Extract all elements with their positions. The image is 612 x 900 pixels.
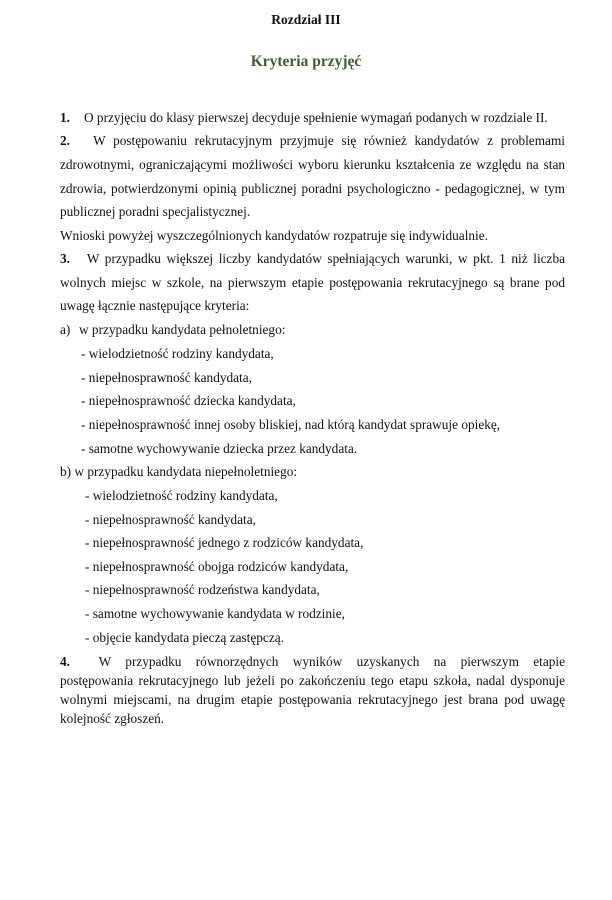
criterion-a-4: - niepełnosprawność innej osoby bliskiej, nad którą kandydat sprawuje opiekę,: [81, 417, 501, 432]
criterion-a-5: - samotne wychowywanie dziecka przez kandydata.: [81, 441, 358, 456]
item-2-line-4: publicznej poradni specjalistycznej.: [60, 204, 251, 219]
subsection-a-heading: a) w przypadku kandydata pełnoletniego:: [60, 322, 286, 337]
item-number: 1.: [60, 110, 70, 125]
criterion-b-2: - niepełnosprawność kandydata,: [85, 512, 256, 527]
item-3-line-2: wolnych miejsc w szkole, na pierwszym etapie postępowania rekrutacyjnego są brane pod: [60, 275, 565, 290]
criterion-b-1: - wielodzietność rodziny kandydata,: [85, 488, 278, 503]
criterion-b-6: - samotne wychowywanie kandydata w rodzinie,: [85, 606, 345, 621]
item-4-line-2: postępowania rekrutacyjnego lub jeżeli po zakończeniu tego etapu szkoła, nadal dysponuje: [60, 673, 565, 688]
criterion-a-3: - niepełnosprawność dziecka kandydata,: [81, 393, 296, 408]
chapter-heading: Rozdział III: [271, 12, 341, 27]
criterion-b-3: - niepełnosprawność jednego z rodziców kandydata,: [85, 535, 364, 550]
item-4-line-4: kolejność zgłoszeń.: [60, 711, 165, 726]
item-2-line-1: 2. W postępowaniu rekrutacyjnym przyjmuje się również kandydatów z problemami: [60, 133, 565, 148]
section-title: Kryteria przyjęć: [250, 53, 362, 70]
item-number: 3.: [60, 251, 70, 266]
item-2-line-3: zdrowia, potwierdzonymi opinią publicznej poradni psychologiczno - pedagogicznej, w tym: [60, 181, 565, 196]
criterion-a-1: - wielodzietność rodziny kandydata,: [81, 346, 274, 361]
item-text: O przyjęciu do klasy pierwszej decyduje spełnienie wymagań podanych w rozdziale II.: [84, 110, 548, 125]
item-2-line-2: zdrowotnymi, ograniczającymi możliwości wyboru kierunku kształcenia ze względu na stan: [60, 157, 565, 172]
item-number: 2.: [60, 133, 70, 148]
item-3-line-3: uwagę łącznie następujące kryteria:: [60, 298, 250, 313]
item-3-line-1: 3. W przypadku większej liczby kandydatów spełniających warunki, w pkt. 1 niż liczba: [60, 251, 565, 266]
criterion-a-2: - niepełnosprawność kandydata,: [81, 370, 252, 385]
item-4-line-3: wolnymi miejscami, na drugim etapie postępowania rekrutacyjnego jest brana pod uwagę: [60, 692, 565, 707]
criterion-b-5: - niepełnosprawność rodzeństwa kandydata,: [85, 582, 320, 597]
item-number: 4.: [60, 654, 70, 669]
item-1: [60, 110, 548, 126]
criterion-b-4: - niepełnosprawność obojga rodziców kandydata,: [85, 559, 349, 574]
subsection-b-heading: b) w przypadku kandydata niepełnoletniego:: [60, 464, 298, 479]
item-2-note: Wnioski powyżej wyszczególnionych kandydatów rozpatruje się indywidualnie.: [60, 228, 488, 243]
criterion-b-7: - objęcie kandydata pieczą zastępczą.: [85, 630, 284, 645]
item-4-line-1: 4. W przypadku równorzędnych wyników uzyskanych na pierwszym etapie: [60, 654, 565, 669]
